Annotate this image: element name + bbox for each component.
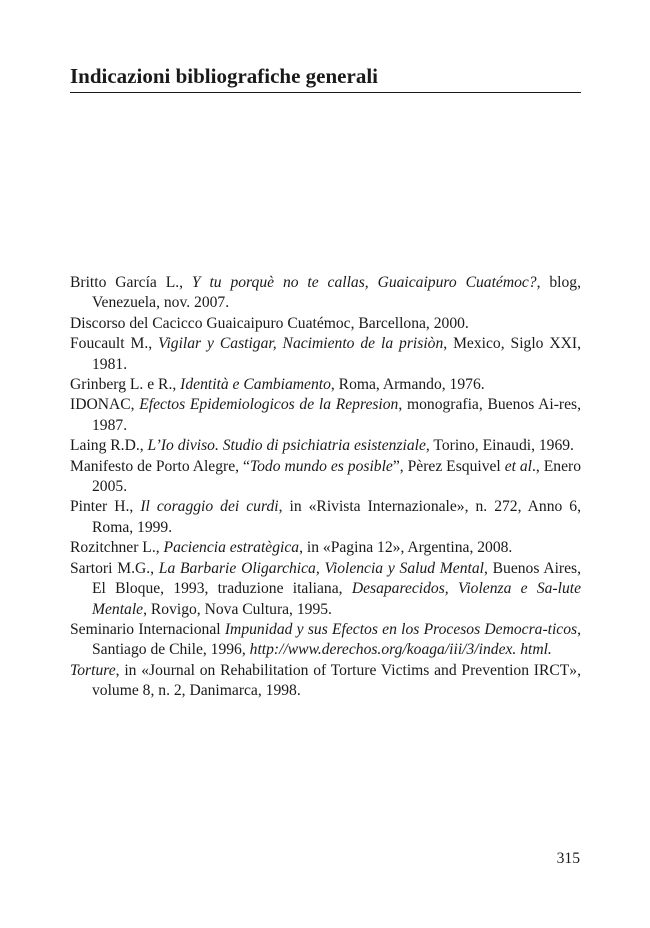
entry-text: IDONAC, (70, 396, 140, 414)
entry-text: , Torino, Einaudi, 1969. (425, 437, 574, 455)
entry-text: ”, Pèrez Esquivel (392, 457, 505, 475)
entry-text: , Buenos Aires, El Bloque, 1993, traduzione italiana, (92, 559, 581, 598)
italic-text: Y tu porquè no te callas, Guaicaipuro Cuatémoc? (191, 274, 537, 291)
italic-text: Identità e Cambiamento (180, 376, 331, 394)
bibliography-entry (70, 273, 581, 314)
entry-text: Seminario Internacional (70, 620, 225, 638)
entry-text: , in «Pagina 12», Argentina, 2008. (299, 539, 513, 557)
entry-text: Rozitchner L., (70, 539, 164, 557)
entry-text: , Mexico, Siglo XXI, 1981. (92, 335, 581, 373)
bibliography-entry (70, 661, 581, 702)
italic-text: Il coraggio dei curdi (140, 498, 279, 516)
entry-text: , monografia, Buenos Ai-res, 1987. (92, 396, 581, 434)
italic-text: Impunidad y sus Efectos en los Procesos Democra-ticos (224, 620, 578, 638)
italic-text: Todo mundo es posible (249, 457, 393, 475)
entry-text: Discorso del Cacicco Guaicaipuro Cuatémoc, Barcellona, 2000. (70, 314, 469, 332)
entry-text: , in «Journal on Rehabilitation of Torture Victims and Prevention IRCT», volume 8, n. 2, Danimarca, 1998. (92, 661, 581, 700)
bibliography-entry (70, 375, 581, 395)
entry-text: Laing R.D., (70, 437, 148, 455)
italic-text: Desaparecidos, Violenza e Sa-lute Mentale (92, 580, 581, 618)
italic-text: La Barbarie Oligarchica, Violencia y Salud Mental (158, 559, 484, 577)
entry-text: Foucault M., (70, 335, 159, 353)
entry-text: , blog, Venezuela, nov. 2007. (92, 274, 581, 312)
bibliography-list (70, 273, 581, 702)
bibliography-entry (70, 314, 581, 334)
bibliography-entry (70, 436, 581, 456)
italic-text: Efectos Epidemiologicos de la Represion (139, 396, 399, 414)
bibliography-entry (70, 395, 581, 436)
italic-text: L’Io diviso. Studio di psichiatria esistenziale (147, 437, 426, 455)
italic-text: et al (504, 457, 533, 475)
italic-text: http://www.derechos.org/koaga/iii/3/index. html. (249, 641, 552, 659)
entry-text: Sartori M.G., (70, 559, 159, 577)
entry-text: , Santiago de Chile, 1996, (92, 620, 581, 659)
entry-text: Manifesto de Porto Alegre, “ (70, 457, 250, 475)
entry-text: ., Enero 2005. (92, 457, 581, 496)
entry-text: Grinberg L. e R., (70, 376, 181, 394)
entry-text: , Rovigo, Nova Cultura, 1995. (143, 600, 332, 618)
entry-text: , in «Rivista Internazionale», n. 272, Anno 6, Roma, 1999. (92, 498, 581, 536)
bibliography-entry (70, 497, 581, 538)
page-title: Indicazioni bibliografiche generali (70, 62, 581, 93)
italic-text: Torture (70, 661, 116, 679)
page-number: 315 (556, 850, 580, 867)
italic-text: Paciencia estratègica (163, 539, 300, 557)
bibliography-entry (70, 457, 581, 498)
entry-text: Pinter H., (70, 498, 141, 516)
italic-text: Vigilar y Castigar, Nacimiento de la prisiòn (158, 335, 444, 353)
entry-text: Britto García L., (70, 274, 192, 291)
entry-text: , Roma, Armando, 1976. (330, 376, 485, 394)
bibliography-entry (70, 559, 581, 620)
bibliography-entry (70, 620, 581, 661)
bibliography-entry (70, 538, 581, 558)
bibliography-entry (70, 334, 581, 375)
